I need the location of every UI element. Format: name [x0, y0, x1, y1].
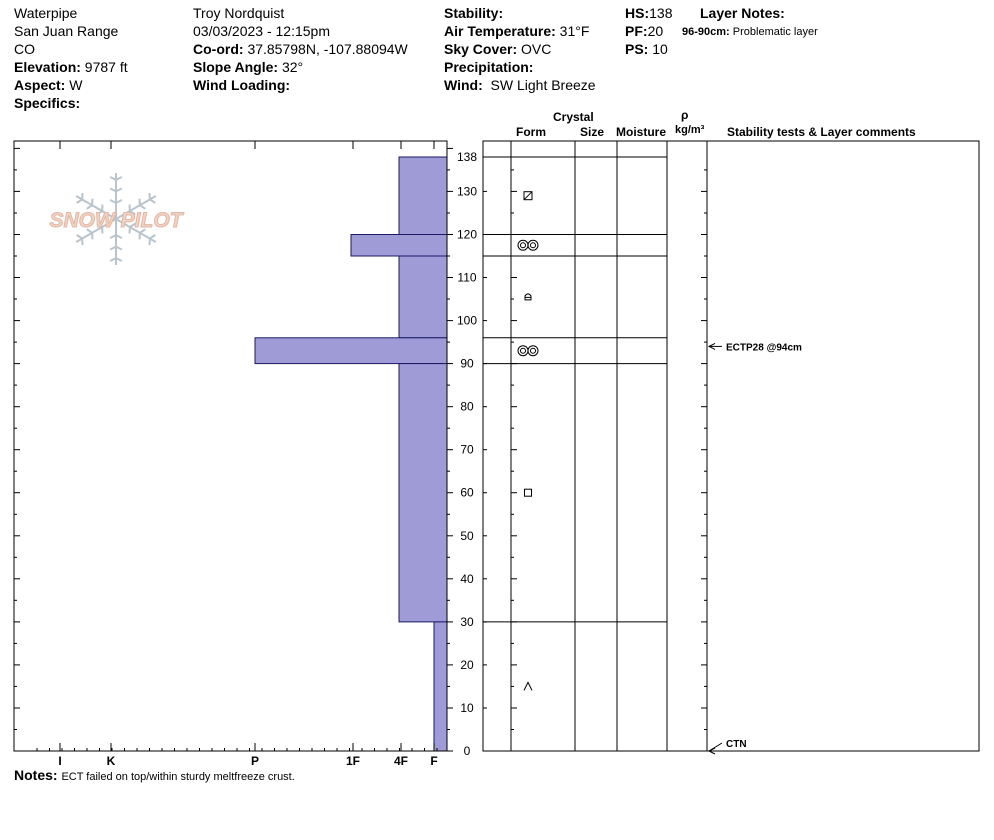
stability-tests	[709, 342, 802, 754]
hardness-chart-frame	[14, 141, 447, 751]
crystal-header: Crystal	[553, 110, 594, 124]
stability-comments-header: Stability tests & Layer comments	[727, 125, 916, 139]
coord-value: 37.85798N, -107.88094W	[247, 41, 408, 57]
snowpilot-logo	[50, 173, 185, 265]
density-unit-header: kg/m³	[675, 124, 705, 136]
decomposing-symbol-slash	[524, 192, 532, 200]
coord-label: Co-ord:	[193, 41, 244, 57]
hardness-bar	[255, 338, 447, 364]
y-tick-label: 40	[460, 571, 474, 586]
depth-hoar-symbol	[524, 682, 532, 690]
hardness-bar	[399, 256, 447, 338]
layer-note-text: Problematic layer	[732, 26, 818, 38]
y-tick-label: 100	[456, 313, 478, 328]
flake-branch	[150, 235, 155, 239]
aspect-value: W	[69, 77, 83, 93]
specifics-label: Specifics:	[14, 95, 81, 111]
y-tick-label: 110	[457, 270, 477, 285]
logo-text: SNOW PILOT	[49, 209, 183, 232]
x-tick-label: 4F	[393, 754, 409, 768]
y-tick-label: 20	[460, 657, 474, 672]
meltfreeze-ring-inner	[531, 348, 536, 353]
hs-value: 138	[649, 5, 673, 21]
crystal-form-symbols	[518, 192, 538, 691]
meltfreeze-ring	[528, 240, 538, 250]
x-tick-label: 1F	[345, 754, 361, 768]
layer-table	[483, 141, 979, 751]
elevation-value: 9787 ft	[84, 59, 128, 75]
air-temp-value: 31°F	[559, 23, 590, 39]
flake-branch	[77, 199, 82, 203]
hs-label: HS:	[625, 5, 650, 21]
notes-label: Notes:	[14, 767, 58, 783]
x-tick-label: I	[58, 754, 62, 768]
moisture-header: Moisture	[616, 125, 667, 139]
pf-label: PF:	[625, 23, 648, 39]
meltfreeze-ring	[528, 346, 538, 356]
faceted-symbol	[525, 489, 532, 496]
meltfreeze-ring-inner	[531, 243, 536, 248]
sky-cover-label: Sky Cover:	[444, 41, 518, 57]
observer-name: Troy Nordquist	[193, 5, 285, 21]
stability-test-label: ECTP28 @94cm	[726, 342, 802, 354]
y-tick-label: 10	[460, 701, 474, 715]
wind-value: SW Light Breeze	[490, 77, 596, 93]
sky-cover-value: OVC	[521, 41, 552, 57]
stability-test-label: CTN	[726, 739, 747, 750]
air-temp-label: Air Temperature:	[444, 23, 556, 39]
y-tick-label: 80	[460, 399, 474, 414]
y-tick-label: 30	[460, 614, 474, 629]
meltfreeze-ring	[518, 240, 528, 250]
ps-label: PS:	[625, 41, 649, 57]
y-tick-label: 70	[460, 442, 474, 457]
wind-label: Wind:	[444, 77, 483, 93]
precipitation-label: Precipitation:	[444, 59, 534, 75]
aspect-label: Aspect:	[14, 77, 66, 93]
state: CO	[14, 41, 35, 57]
observation-datetime: 03/03/2023 - 12:15pm	[193, 23, 330, 39]
wind-loading-label: Wind Loading:	[193, 77, 291, 93]
x-tick-label: P	[250, 754, 260, 768]
hardness-bar	[399, 364, 447, 622]
stability-label: Stability:	[444, 5, 504, 21]
slope-label: Slope Angle:	[193, 59, 279, 75]
meltfreeze-ring-inner	[521, 348, 526, 353]
notes-text: ECT failed on top/within sturdy meltfreeze crust.	[61, 771, 295, 783]
ps-value: 10	[652, 41, 668, 57]
form-header: Form	[516, 125, 546, 139]
layer-notes-title: Layer Notes:	[700, 5, 785, 21]
location-name: Waterpipe	[14, 5, 78, 21]
hardness-bar	[351, 235, 447, 257]
y-tick-label: 90	[460, 356, 474, 371]
mountain-range: San Juan Range	[14, 23, 119, 39]
size-header: Size	[580, 125, 605, 139]
meltfreeze-ring	[518, 346, 528, 356]
hardness-bar	[399, 157, 447, 235]
table-frame	[483, 141, 979, 751]
x-tick-label: F	[430, 754, 438, 768]
y-tick-label: 130	[456, 184, 478, 199]
elevation-label: Elevation:	[14, 59, 81, 75]
flake-branch	[77, 235, 82, 239]
hardness-bar	[434, 622, 447, 751]
y-tick-label: 60	[460, 485, 474, 500]
y-tick-label: 0	[463, 744, 471, 758]
y-tick-label: 120	[456, 227, 478, 242]
meltfreeze-ring-inner	[521, 243, 526, 248]
hardness-bars	[255, 157, 447, 751]
y-tick-label: 50	[460, 528, 474, 543]
slope-value: 32°	[281, 59, 304, 75]
x-tick-label: K	[106, 754, 116, 768]
pf-value: 20	[647, 23, 664, 39]
rho-header: ρ	[681, 108, 689, 122]
y-tick-label: 138	[456, 150, 478, 164]
flake-branch	[150, 199, 155, 203]
layer-note-range: 96-90cm:	[682, 26, 730, 38]
